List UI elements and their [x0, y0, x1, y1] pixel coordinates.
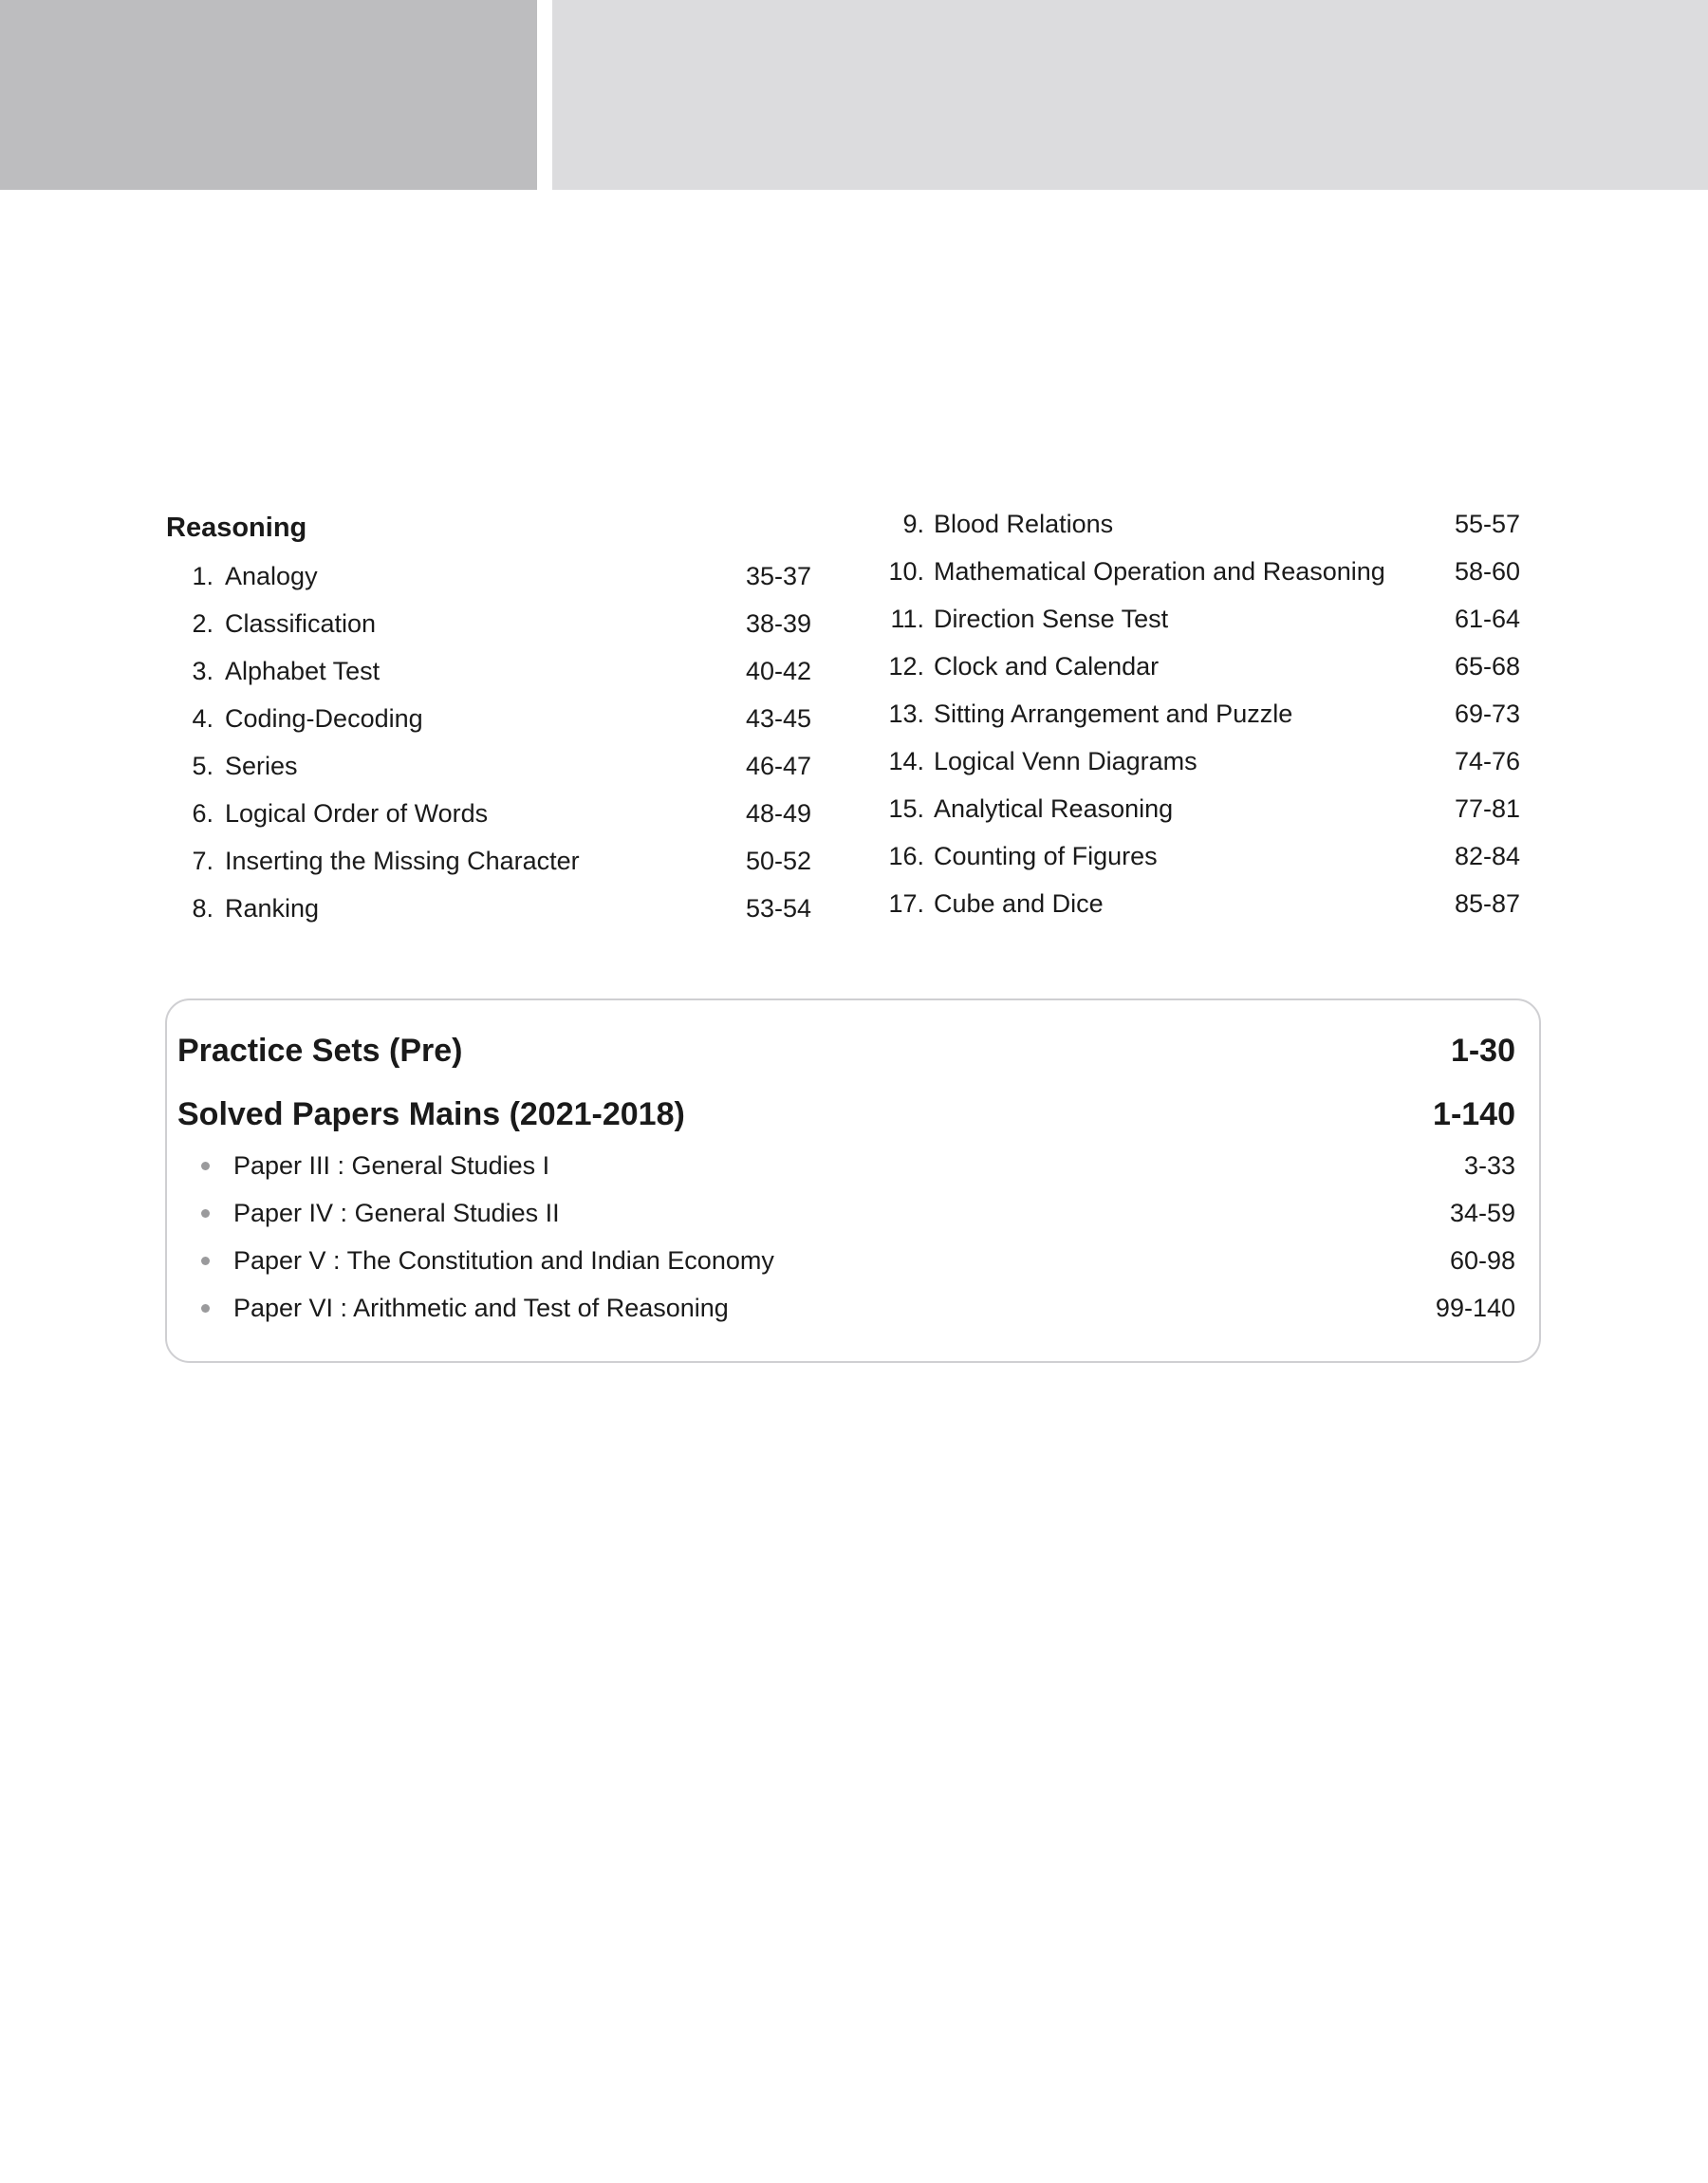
paper-item[interactable]	[201, 1241, 1515, 1280]
toc-item-number: 11.	[890, 605, 924, 633]
toc-item-pages: 74-76	[1454, 747, 1520, 775]
solved-papers-pages: 1-140	[1433, 1096, 1515, 1132]
paper-item-title: Paper VI : Arithmetic and Test of Reasoning	[233, 1294, 729, 1322]
toc-item-number: 3.	[192, 657, 214, 685]
paper-item-title: Paper IV : General Studies II	[233, 1199, 560, 1227]
toc-item[interactable]	[166, 794, 811, 832]
toc-item-pages: 61-64	[1454, 605, 1520, 633]
toc-item-number: 13.	[888, 700, 924, 728]
toc-item-number: 14.	[888, 747, 924, 775]
toc-item-title: Analogy	[225, 562, 318, 590]
toc-item-title: Analytical Reasoning	[934, 794, 1174, 823]
toc-item[interactable]	[166, 842, 811, 880]
toc-item[interactable]	[875, 552, 1520, 590]
bullet-icon	[201, 1304, 210, 1313]
toc-item[interactable]	[166, 605, 811, 643]
practice-sets-title: Practice Sets (Pre)	[177, 1033, 463, 1069]
toc-item-number: 4.	[192, 704, 214, 733]
paper-item-pages: 99-140	[1435, 1294, 1515, 1322]
toc-item[interactable]	[875, 837, 1520, 875]
toc-item-number: 9.	[902, 510, 924, 538]
toc-item-number: 17.	[888, 889, 924, 918]
solved-papers-entry[interactable]	[177, 1092, 1515, 1137]
toc-item-pages: 35-37	[745, 562, 811, 590]
practice-sets-pages: 1-30	[1450, 1033, 1515, 1069]
toc-item[interactable]	[875, 647, 1520, 685]
toc-item-title: Counting of Figures	[934, 842, 1158, 870]
toc-item[interactable]	[875, 885, 1520, 923]
paper-item-pages: 60-98	[1449, 1246, 1515, 1275]
toc-item-number: 12.	[888, 652, 924, 681]
toc-item-pages: 77-81	[1454, 794, 1520, 823]
toc-item-number: 5.	[192, 752, 214, 780]
bullet-icon	[201, 1209, 210, 1218]
practice-sets-entry[interactable]	[177, 1028, 1515, 1073]
toc-item-pages: 55-57	[1454, 510, 1520, 538]
toc-item-title: Ranking	[225, 894, 320, 923]
toc-item-pages: 58-60	[1454, 557, 1520, 586]
toc-item-number: 16.	[888, 842, 924, 870]
toc-item-number: 8.	[192, 894, 214, 923]
toc-item-pages: 85-87	[1454, 889, 1520, 918]
section-heading: Reasoning	[166, 513, 307, 543]
toc-item-number: 15.	[888, 794, 924, 823]
toc-item-title: Cube and Dice	[934, 889, 1104, 918]
toc-item-pages: 65-68	[1454, 652, 1520, 681]
toc-item-title: Logical Venn Diagrams	[934, 747, 1197, 775]
toc-item[interactable]	[875, 505, 1520, 543]
toc-item[interactable]	[166, 557, 811, 595]
toc-item-pages: 46-47	[745, 752, 811, 780]
bullet-icon	[201, 1162, 210, 1170]
toc-item-title: Direction Sense Test	[934, 605, 1169, 633]
toc-item-title: Classification	[225, 609, 377, 638]
toc-item-number: 6.	[192, 799, 214, 828]
toc-item-number: 1.	[192, 562, 214, 590]
paper-item-pages: 34-59	[1449, 1199, 1515, 1227]
toc-item-pages: 40-42	[745, 657, 811, 685]
paper-item[interactable]	[201, 1146, 1515, 1185]
toc-item[interactable]	[166, 889, 811, 927]
toc-item-pages: 50-52	[745, 847, 811, 875]
toc-item-pages: 53-54	[745, 894, 811, 923]
paper-item[interactable]	[201, 1193, 1515, 1233]
toc-item-title: Blood Relations	[934, 510, 1114, 538]
paper-item-title: Paper V : The Constitution and Indian Economy	[233, 1246, 774, 1275]
toc-item-title: Alphabet Test	[225, 657, 381, 685]
bullet-icon	[201, 1257, 210, 1265]
toc-item-title: Sitting Arrangement and Puzzle	[934, 700, 1293, 728]
paper-item-title: Paper III : General Studies I	[233, 1151, 550, 1180]
toc-item[interactable]	[875, 790, 1520, 828]
toc-item-title: Logical Order of Words	[225, 799, 489, 828]
toc-item-title: Series	[225, 752, 298, 780]
practice-papers-box	[165, 998, 1541, 1363]
toc-item-number: 7.	[192, 847, 214, 875]
toc-item-pages: 82-84	[1454, 842, 1520, 870]
toc-item[interactable]	[875, 695, 1520, 733]
toc-item[interactable]	[875, 742, 1520, 780]
toc-item-pages: 43-45	[745, 704, 811, 733]
toc-item-pages: 48-49	[745, 799, 811, 828]
toc-item-pages: 69-73	[1454, 700, 1520, 728]
toc-item-title: Coding-Decoding	[225, 704, 423, 733]
toc-item-title: Clock and Calendar	[934, 652, 1160, 681]
toc-item-title: Mathematical Operation and Reasoning	[934, 557, 1385, 586]
toc-item-number: 10.	[888, 557, 924, 586]
paper-item[interactable]	[201, 1288, 1515, 1328]
toc-item[interactable]	[875, 600, 1520, 638]
toc-item[interactable]	[166, 700, 811, 737]
toc-item[interactable]	[166, 652, 811, 690]
toc-item[interactable]	[166, 747, 811, 785]
toc-item-pages: 38-39	[745, 609, 811, 638]
header-band-left	[0, 0, 537, 190]
header-band-right	[552, 0, 1708, 190]
solved-papers-title: Solved Papers Mains (2021-2018)	[177, 1096, 685, 1132]
paper-item-pages: 3-33	[1463, 1151, 1515, 1180]
toc-item-number: 2.	[192, 609, 214, 638]
toc-item-title: Inserting the Missing Character	[225, 847, 580, 875]
